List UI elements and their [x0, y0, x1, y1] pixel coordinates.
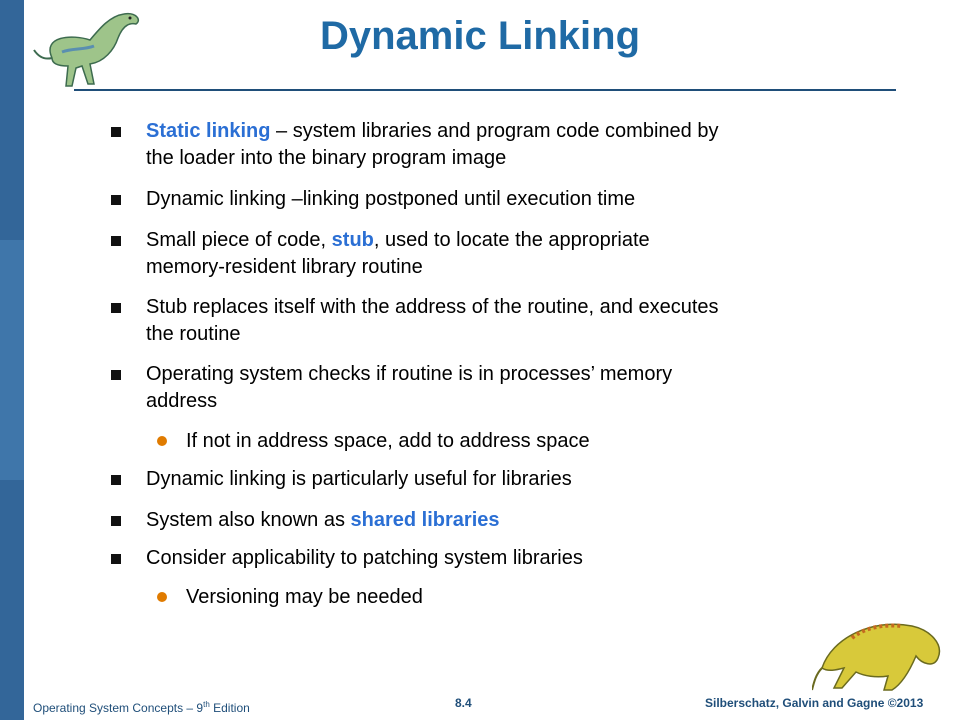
highlighted-term: stub — [331, 229, 374, 251]
bullet-line — [146, 118, 846, 145]
bullet-line — [146, 321, 846, 348]
sub-bullet-item — [186, 584, 846, 611]
bullet-line — [146, 254, 846, 281]
bullet-item — [146, 507, 846, 534]
bullet-text: the routine — [146, 323, 241, 345]
slide-title: Dynamic Linking — [319, 14, 641, 58]
highlighted-term: Static linking — [146, 120, 271, 142]
bullet-line — [146, 294, 846, 321]
footer-book-sup: th — [203, 700, 210, 709]
bullet-item — [146, 545, 846, 572]
bullet-item — [146, 361, 846, 415]
bullet-line — [146, 507, 846, 534]
bullet-text: Dynamic linking –linking postponed until execution time — [146, 188, 636, 210]
bullet-text: If not in address space, add to address space — [186, 430, 590, 452]
footer-book-prefix: Operating System Concepts – 9 — [33, 701, 204, 715]
bullet-line — [146, 466, 846, 493]
bullet-text: System also known as — [146, 509, 351, 531]
bullet-text: Small piece of code, — [146, 229, 332, 251]
bullet-text: – system libraries and program code combined by — [270, 120, 719, 142]
bullet-text: Consider applicability to patching system libraries — [146, 547, 583, 569]
bullet-item — [146, 294, 846, 348]
dinosaur-logo-bottom — [812, 598, 952, 698]
highlighted-term: shared libraries — [350, 509, 500, 531]
bullet-text: , used to locate the appropriate — [373, 229, 650, 251]
bullet-line — [146, 361, 846, 388]
bullet-text: the loader into the binary program image — [146, 147, 507, 169]
bullet-line — [146, 145, 846, 172]
bullet-line — [146, 388, 846, 415]
bullet-item — [146, 227, 846, 281]
bullet-text: address — [146, 390, 218, 412]
bullet-text: Stub replaces itself with the address of the routine, and executes — [146, 296, 719, 318]
bullet-item — [146, 466, 846, 493]
bullet-item — [146, 186, 846, 213]
bullet-line — [146, 227, 846, 254]
bullet-line — [186, 584, 846, 611]
footer-book-title — [33, 700, 250, 715]
bullet-item — [146, 118, 846, 172]
sub-bullet-item — [186, 428, 846, 455]
bullet-line — [146, 186, 846, 213]
bullet-line — [146, 545, 846, 572]
footer-copyright: Silberschatz, Galvin and Gagne ©2013 — [705, 696, 924, 710]
bullet-text: Versioning may be needed — [186, 586, 423, 608]
bullet-text: Dynamic linking is particularly useful for libraries — [146, 468, 572, 490]
bullet-text: Operating system checks if routine is in processes’ memory — [146, 363, 673, 385]
bullet-text: memory-resident library routine — [146, 256, 423, 278]
footer-book-suffix: Edition — [209, 701, 250, 715]
footer-page-number: 8.4 — [455, 696, 472, 710]
bullet-line — [186, 428, 846, 455]
